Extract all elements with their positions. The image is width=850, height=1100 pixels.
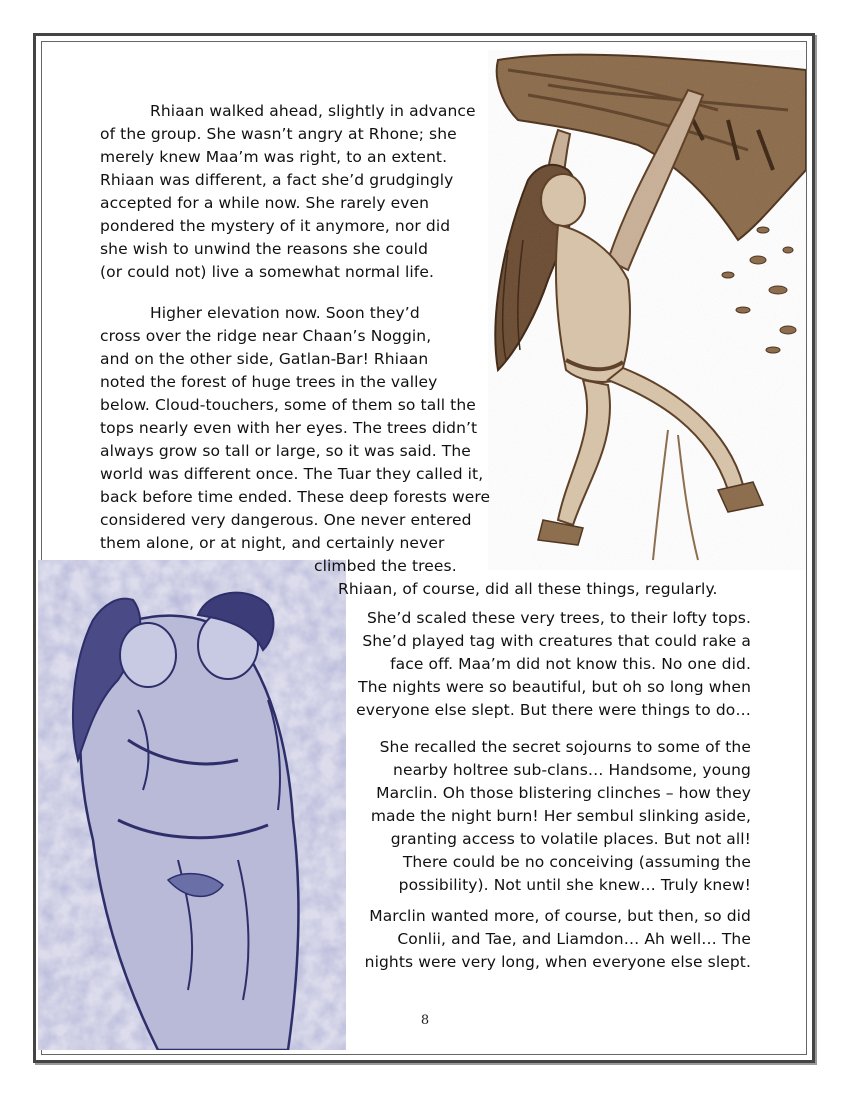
text-line: them alone, or at night, and certainly never — [100, 534, 445, 552]
text-line: There could be no conceiving (assuming the — [402, 853, 751, 871]
page-number: 8 — [420, 1013, 430, 1028]
text-line: accepted for a while now. She rarely even — [100, 194, 430, 212]
text-line: Marclin wanted more, of course, but then, so did — [369, 907, 751, 925]
text-line: below. Cloud-touchers, some of them so tall the — [100, 396, 476, 414]
text-line: made the night burn! Her sembul slinking aside, — [370, 807, 751, 825]
text-line: of the group. She wasn’t angry at Rhone; she — [100, 125, 457, 143]
text-line: (or could not) live a somewhat normal life. — [100, 263, 435, 281]
text-line: everyone else slept. But there were things to do… — [356, 701, 751, 719]
text-line: She’d scaled these very trees, to their lofty tops. — [366, 609, 751, 627]
text-line: merely knew Maa’m was right, to an extent. — [100, 148, 448, 166]
embracing-couple-illustration — [38, 560, 346, 1050]
text-line: Rhiaan, of course, did all these things, regularly. — [338, 580, 718, 598]
climbing-figure-illustration — [488, 50, 806, 570]
text-line: noted the forest of huge trees in the valley — [100, 373, 438, 391]
text-line: Rhiaan walked ahead, slightly in advance — [150, 102, 476, 120]
text-line: nearby holtree sub-clans… Handsome, young — [393, 761, 751, 779]
text-line: she wish to unwind the reasons she could — [100, 240, 429, 258]
text-line: The nights were so beautiful, but oh so long when — [358, 678, 751, 696]
text-line: back before time ended. These deep forests were — [100, 488, 491, 506]
text-line: She’d played tag with creatures that could rake a — [362, 632, 751, 650]
text-line: considered very dangerous. One never entered — [100, 511, 472, 529]
text-line: climbed the trees. — [314, 557, 457, 575]
text-line: Marclin. Oh those blistering clinches – how they — [376, 784, 751, 802]
text-line: world was different once. The Tuar they called it, — [100, 465, 484, 483]
text-line: granting access to volatile places. But not all! — [390, 830, 751, 848]
text-line: Conlii, and Tae, and Liamdon… Ah well… The — [397, 930, 751, 948]
text-line: possibility). Not until she knew… Truly knew! — [398, 876, 751, 894]
text-line: face off. Maa’m did not know this. No one did. — [390, 655, 751, 673]
text-line: cross over the ridge near Chaan’s Noggin, — [100, 327, 432, 345]
text-line: She recalled the secret sojourns to some of the — [379, 738, 751, 756]
text-line: Higher elevation now. Soon they’d — [150, 304, 420, 322]
text-line: Rhiaan was different, a fact she’d grudgingly — [100, 171, 454, 189]
text-line: always grow so tall or large, so it was said. The — [100, 442, 471, 460]
text-line: pondered the mystery of it anymore, nor did — [100, 217, 451, 235]
text-line: nights were very long, when everyone else slept. — [364, 953, 751, 971]
text-line: tops nearly even with her eyes. The trees didn’t — [100, 419, 478, 437]
text-line: and on the other side, Gatlan-Bar! Rhiaan — [100, 350, 429, 368]
